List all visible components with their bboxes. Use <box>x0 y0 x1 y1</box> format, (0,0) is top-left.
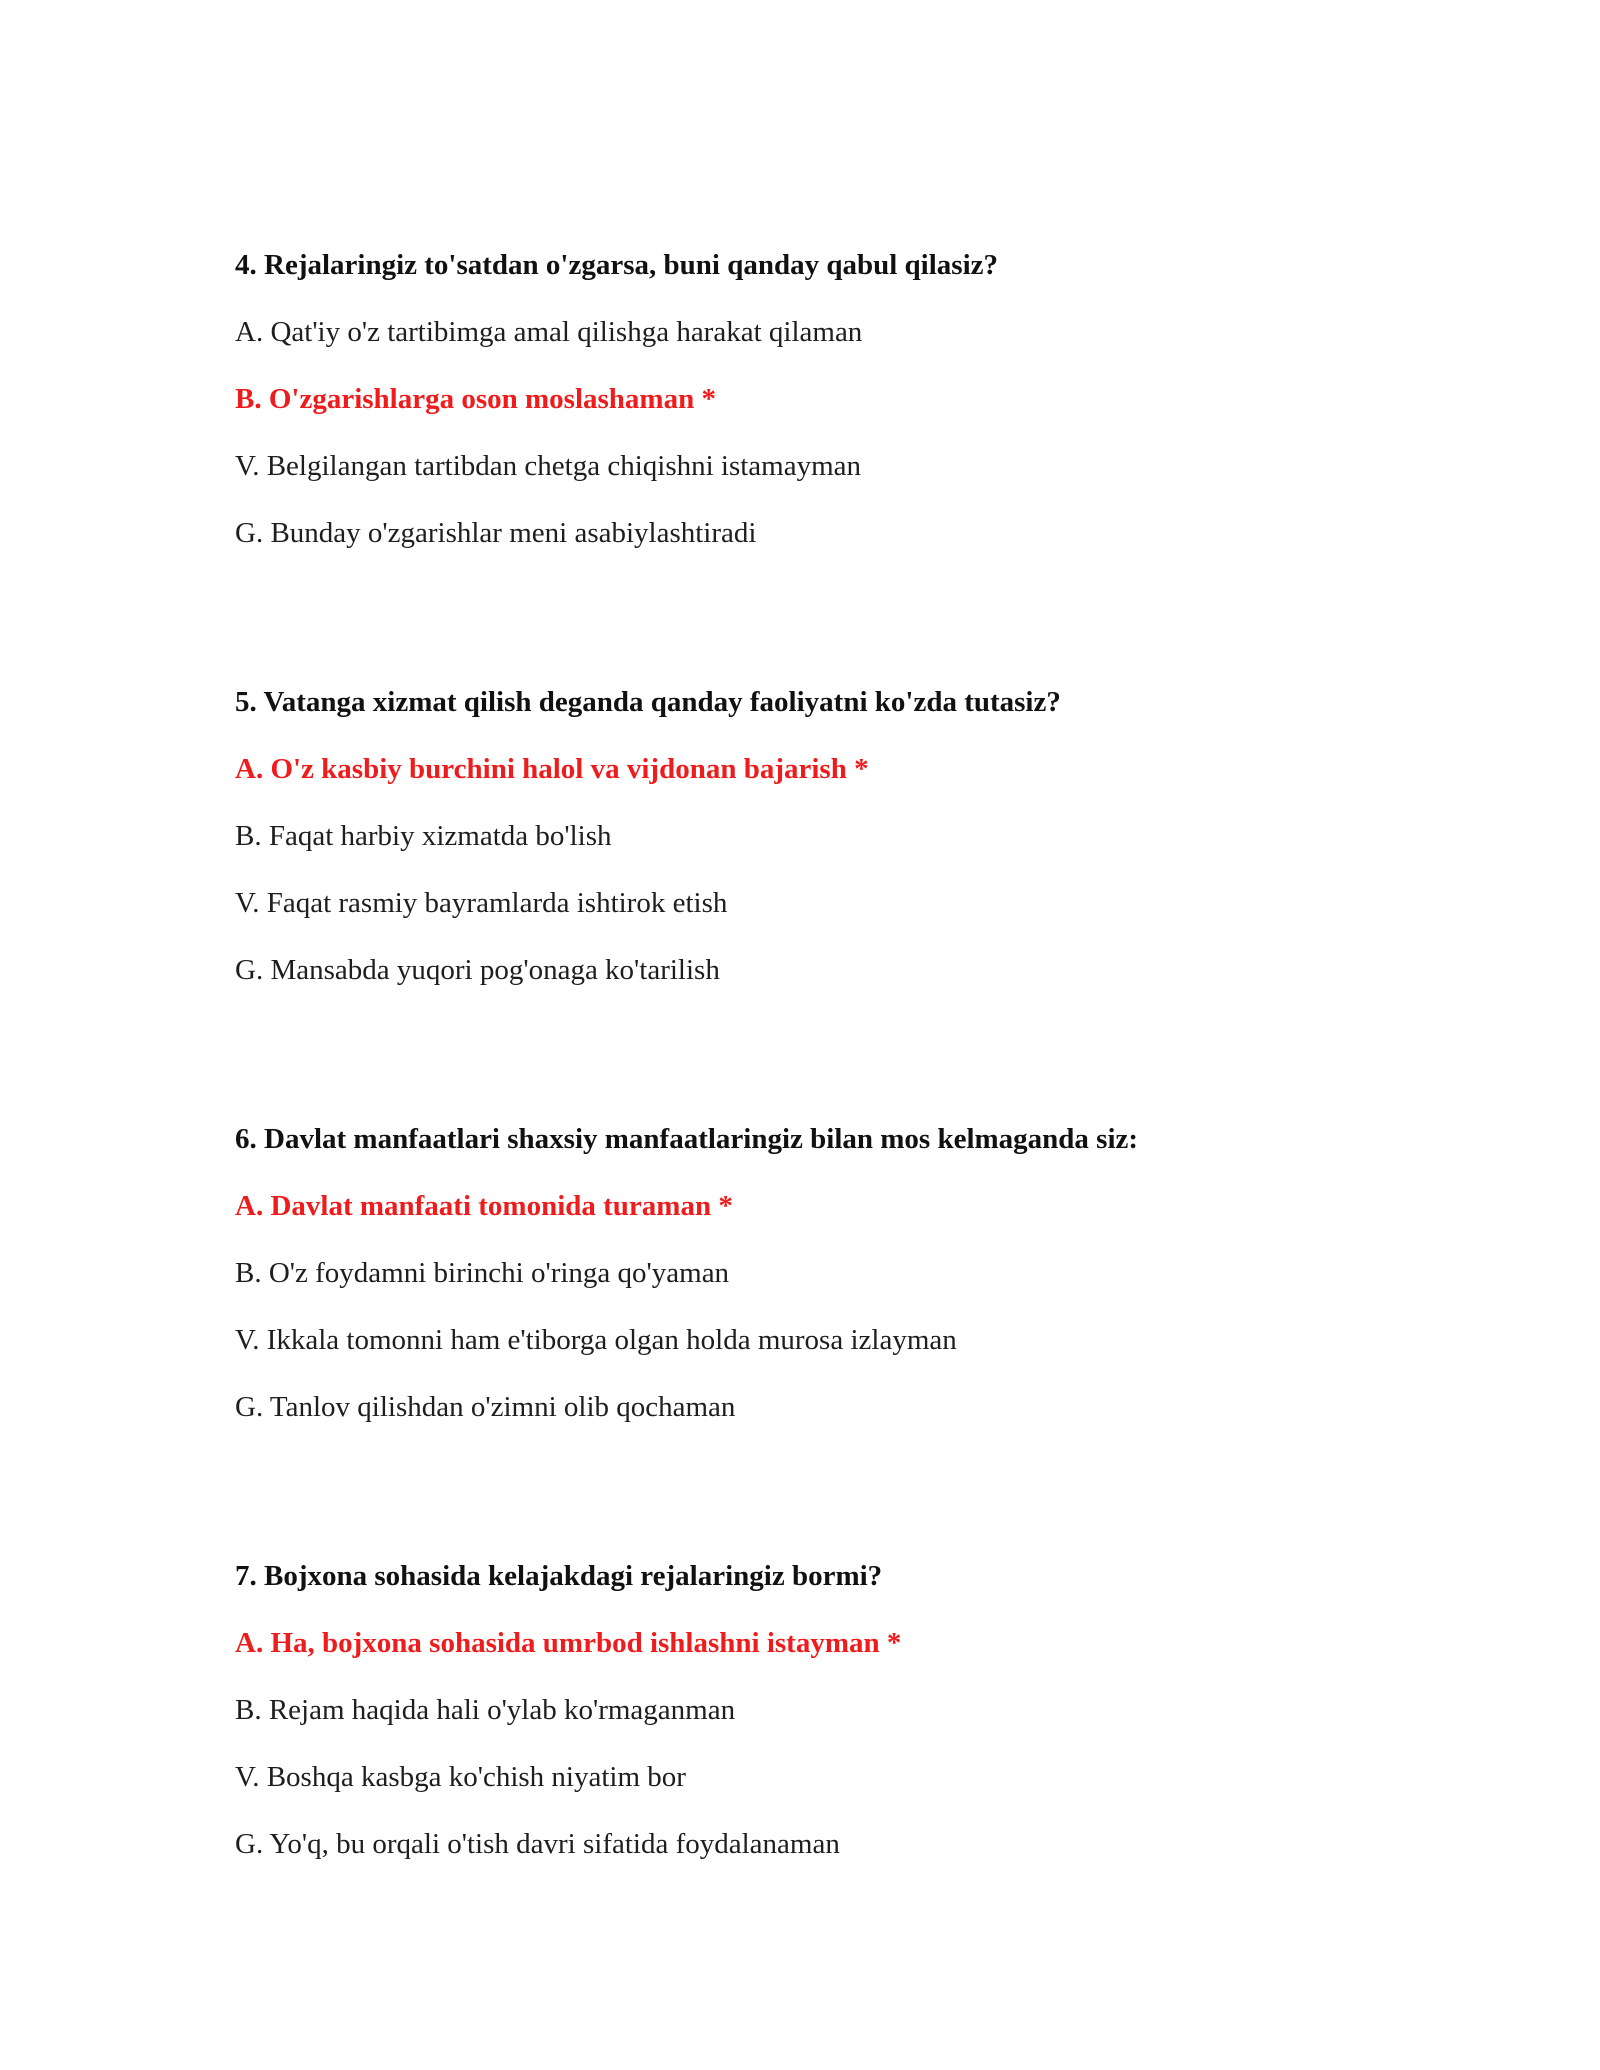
question-4 <box>235 248 1435 550</box>
document-page <box>235 248 1435 1996</box>
answer-option-g: G. Tanlov qilishdan o'zimni olib qochaman <box>235 1391 736 1423</box>
answer-option-v: V. Faqat rasmiy bayramlarda ishtirok etish <box>235 887 728 919</box>
question-title: 5. Vatanga xizmat qilish deganda qanday faoliyatni ko'zda tutasiz? <box>235 686 1061 718</box>
answer-option-g: G. Bunday o'zgarishlar meni asabiylashtiradi <box>235 517 757 549</box>
question-title: 6. Davlat manfaatlari shaxsiy manfaatlaringiz bilan mos kelmaganda siz: <box>235 1123 1139 1155</box>
answer-option-a: A. Qat'iy o'z tartibimga amal qilishga harakat qilaman <box>235 316 863 348</box>
question-title: 7. Bojxona sohasida kelajakdagi rejalaringiz bormi? <box>235 1560 883 1592</box>
answer-option-v: V. Boshqa kasbga ko'chish niyatim bor <box>235 1761 686 1793</box>
answer-option-v: V. Belgilangan tartibdan chetga chiqishni istamayman <box>235 450 862 482</box>
answer-option-a-correct: A. O'z kasbiy burchini halol va vijdonan bajarish * <box>235 753 869 785</box>
answer-option-b-correct: B. O'zgarishlarga oson moslashaman * <box>235 383 716 415</box>
answer-option-v: V. Ikkala tomonni ham e'tiborga olgan holda murosa izlayman <box>235 1324 957 1356</box>
answer-option-b: B. Faqat harbiy xizmatda bo'lish <box>235 820 612 852</box>
answer-option-a-correct: A. Ha, bojxona sohasida umrbod ishlashni istayman * <box>235 1627 902 1659</box>
answer-option-a-correct: A. Davlat manfaati tomonida turaman * <box>235 1190 733 1222</box>
question-7 <box>235 1559 1435 1861</box>
answer-option-b: B. Rejam haqida hali o'ylab ko'rmaganman <box>235 1694 736 1726</box>
question-5 <box>235 685 1435 987</box>
answer-option-g: G. Mansabda yuqori pog'onaga ko'tarilish <box>235 954 720 986</box>
question-6 <box>235 1122 1435 1424</box>
answer-option-b: B. O'z foydamni birinchi o'ringa qo'yaman <box>235 1257 730 1289</box>
answer-option-g: G. Yo'q, bu orqali o'tish davri sifatida foydalanaman <box>235 1828 840 1860</box>
question-title: 4. Rejalaringiz to'satdan o'zgarsa, buni qanday qabul qilasiz? <box>235 249 998 281</box>
